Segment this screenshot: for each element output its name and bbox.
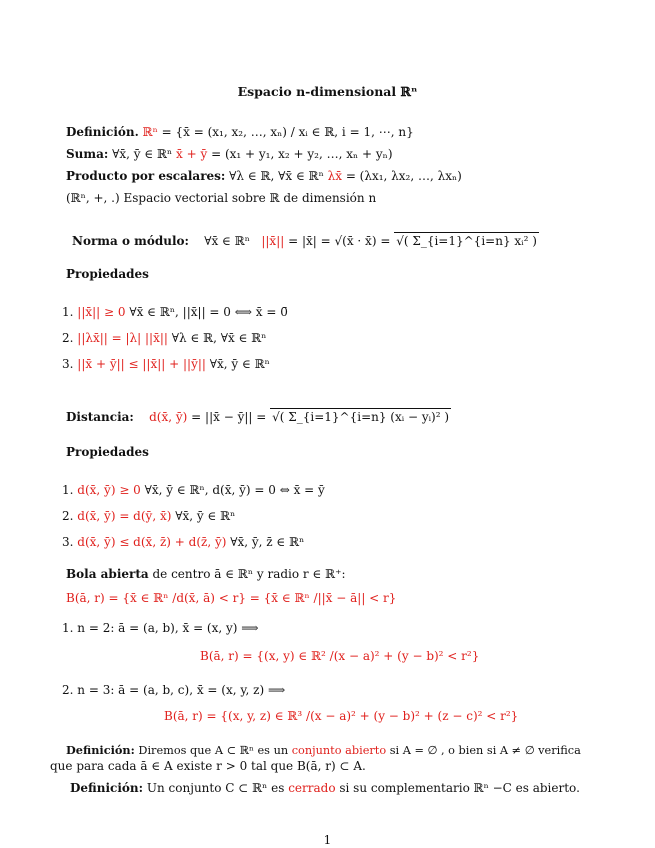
open-set-text-1: Diremos que A ⊂ ℝⁿ es un: [134, 744, 292, 757]
distance-property-red: d(x̄, ȳ) ≤ d(x̄, z̄) + d(z̄, ȳ): [77, 535, 227, 549]
properties-heading-distance: Propiedades: [66, 445, 149, 459]
definition-label: Definición:: [66, 743, 135, 757]
definition-label: Definición:: [70, 781, 144, 795]
distance-property-3: [62, 534, 304, 550]
distance-property-red: d(x̄, ȳ) ≥ 0: [77, 483, 141, 497]
list-number: 2.: [62, 331, 74, 345]
norm-property-2: [62, 330, 266, 346]
distance-body: = ||x̄ − ȳ|| =: [187, 410, 271, 424]
definition-rn: [66, 124, 414, 140]
open-ball-body: de centro ā ∈ ℝⁿ y radio r ∈ ℝ⁺:: [148, 567, 346, 581]
distance-property-rest: ∀x̄, ȳ, z̄ ∈ ℝⁿ: [226, 535, 305, 549]
example-condition: n = 3: ā = (a, b, c), x̄ = (x, y, z) ⟹: [77, 683, 286, 697]
list-number: 3.: [62, 357, 74, 371]
distance-sum-formula: √( Σ_{i=1}^{i=n} (xᵢ − yᵢ)² ): [272, 410, 450, 424]
norm-property-rest: ∀x̄, ȳ ∈ ℝⁿ: [205, 357, 270, 371]
sum-expression: x̄ + ȳ: [176, 147, 208, 161]
scalar-product-label: Producto por escalares:: [66, 169, 226, 183]
norm-property-3: [62, 356, 270, 372]
norm-property-rest: ∀λ ∈ ℝ, ∀x̄ ∈ ℝⁿ: [167, 331, 267, 345]
example-n2-formula: B(ā, r) = {(x, y) ∈ ℝ² /(x − a)² + (y − b)² < r²}: [200, 649, 480, 663]
norm-body: = |x̄| = √(x̄ · x̄) =: [284, 234, 395, 248]
example-n3-formula: B(ā, r) = {(x, y, z) ∈ ℝ³ /(x − a)² + (y − b)² + (z − c)² < r²}: [164, 709, 519, 723]
norm-definition: [72, 232, 539, 249]
list-number: 2.: [62, 509, 74, 523]
closed-set-text-2: si su complementario ℝⁿ −C es abierto.: [335, 781, 580, 795]
open-ball-intro: [66, 566, 346, 582]
distance-expression: d(x̄, ȳ): [149, 410, 188, 424]
list-number: 1.: [62, 305, 74, 319]
example-n3: [62, 682, 285, 698]
distance-property-red: d(x̄, ȳ) = d(ȳ, x̄): [77, 509, 172, 523]
norm-property-red: ||x̄ + ȳ|| ≤ ||x̄|| + ||ȳ||: [77, 357, 206, 371]
closed-set-text-1: Un conjunto C ⊂ ℝⁿ es: [143, 781, 289, 795]
definition-label: Definición.: [66, 125, 139, 139]
definition-body: = {x̄ = (x₁, x₂, …, xₙ) / xᵢ ∈ ℝ, i = 1, ⋯, n}: [157, 125, 414, 139]
open-set-term: conjunto abierto: [291, 744, 387, 757]
norm-quantifier: ∀x̄ ∈ ℝⁿ: [204, 234, 250, 248]
list-number: 3.: [62, 535, 74, 549]
distance-property-2: [62, 508, 235, 524]
open-set-definition-line2: que para cada ā ∈ A existe r > 0 tal que B(ā, r) ⊂ A.: [50, 759, 366, 773]
rn-symbol: ℝⁿ: [142, 125, 158, 139]
sum-body: = (x₁ + y₁, x₂ + y₂, …, xₙ + yₙ): [207, 147, 393, 161]
list-number: 2.: [62, 683, 74, 697]
example-condition: n = 2: ā = (a, b), x̄ = (x, y) ⟹: [77, 621, 259, 635]
norm-label: Norma o módulo:: [72, 234, 189, 248]
distance-property-1: [62, 482, 325, 498]
sum-quantifier: ∀x̄, ȳ ∈ ℝⁿ: [108, 147, 177, 161]
properties-heading-norm: Propiedades: [66, 267, 149, 281]
scalar-quantifier: ∀λ ∈ ℝ, ∀x̄ ∈ ℝⁿ: [225, 169, 328, 183]
example-n2: [62, 620, 259, 636]
vector-space-line: (ℝⁿ, +, .) Espacio vectorial sobre ℝ de dimensión n: [66, 191, 377, 205]
scalar-product-definition: [66, 168, 462, 184]
page-title: Espacio n-dimensional ℝⁿ: [237, 84, 418, 99]
open-ball-label: Bola abierta: [66, 567, 149, 581]
closed-set-term: cerrado: [288, 781, 336, 795]
scalar-body: = (λx₁, λx₂, …, λxₙ): [342, 169, 462, 183]
norm-property-rest: ∀x̄ ∈ ℝⁿ, ||x̄|| = 0 ⟺ x̄ = 0̄: [125, 305, 288, 319]
scalar-expression: λx̄: [327, 169, 342, 183]
page-number: 1: [323, 833, 332, 847]
distance-definition: [66, 408, 451, 425]
open-set-text-2: si A = ∅ , o bien si A ≠ ∅ verifica: [386, 744, 581, 757]
sum-definition: [66, 146, 393, 162]
norm-property-red: ||λx̄|| = |λ| ||x̄||: [77, 331, 168, 345]
distance-property-rest: ∀x̄, ȳ ∈ ℝⁿ, d(x̄, ȳ) = 0 ⇔ x̄ = ȳ: [140, 483, 325, 497]
list-number: 1.: [62, 483, 74, 497]
open-ball-definition: B(ā, r) = {x̄ ∈ ℝⁿ /d(x̄, ā) < r} = {x̄ ∈ ℝⁿ /||x̄ − ā|| < r}: [66, 591, 397, 605]
open-set-definition: [66, 742, 581, 759]
norm-property-red: ||x̄|| ≥ 0: [77, 305, 126, 319]
norm-property-1: [62, 304, 288, 320]
closed-set-definition: [70, 780, 580, 796]
distance-property-rest: ∀x̄, ȳ ∈ ℝⁿ: [171, 509, 236, 523]
norm-sum-formula: √( Σ_{i=1}^{i=n} xᵢ² ): [396, 234, 537, 248]
sum-label: Suma:: [66, 147, 109, 161]
norm-expression: ||x̄||: [261, 234, 285, 248]
list-number: 1.: [62, 621, 74, 635]
distance-label: Distancia:: [66, 410, 134, 424]
